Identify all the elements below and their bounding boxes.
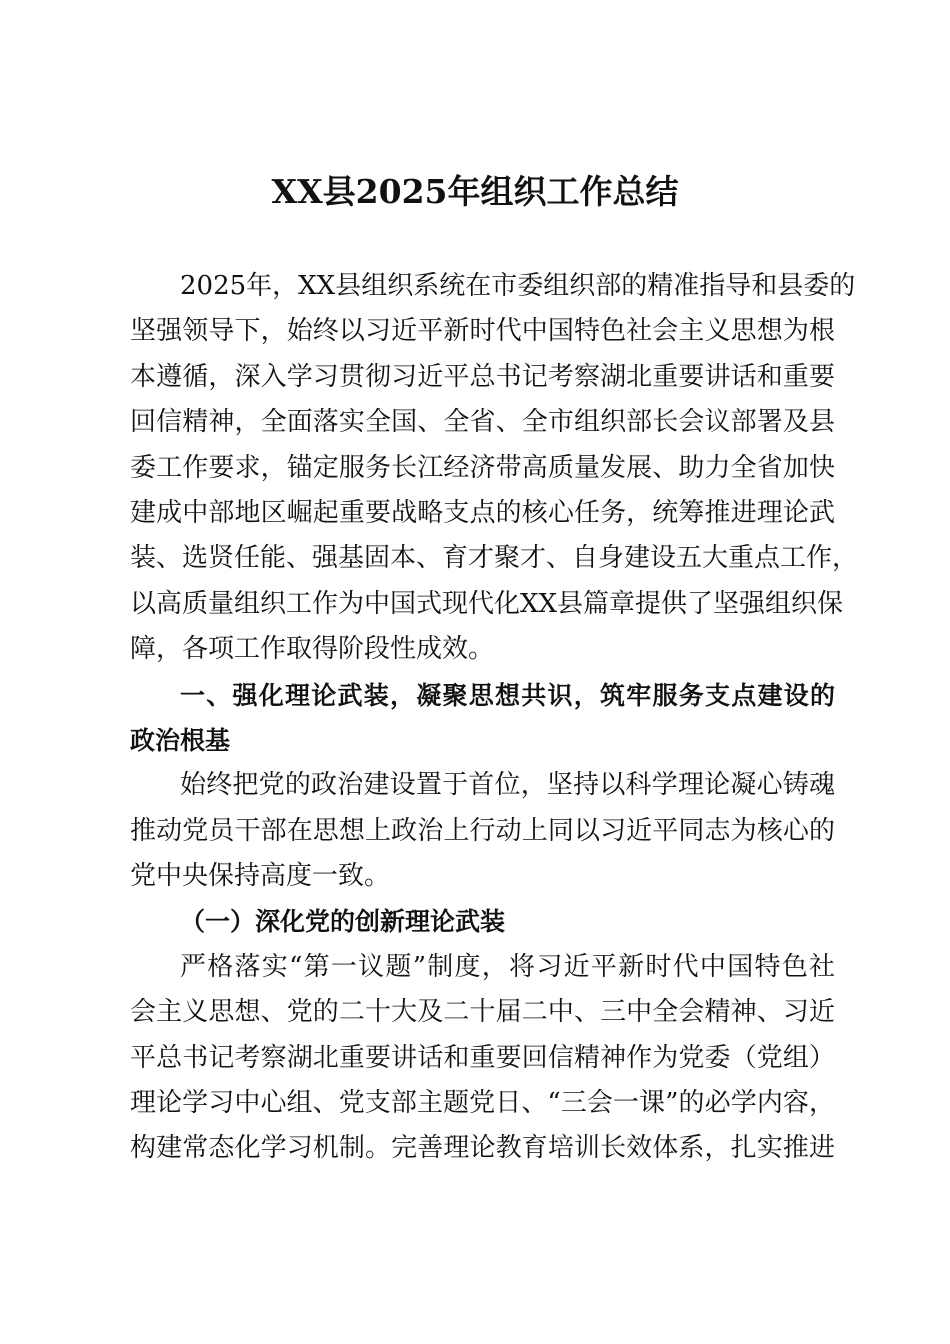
paragraph-line: 委工作要求，锚定服务长江经济带高质量发展、助力全省加快 bbox=[130, 452, 835, 483]
paragraph-line: 以高质量组织工作为中国式现代化XX县篇章提供了坚强组织保 bbox=[130, 588, 844, 619]
paragraph-line: 始终把党的政治建设置于首位，坚持以科学理论凝心铸魂 bbox=[180, 770, 835, 801]
document-body bbox=[130, 264, 859, 1172]
paragraph-line: 理论学习中心组、党支部主题党日、“三会一课”的必学内容， bbox=[130, 1088, 835, 1119]
paragraph-line: 坚强领导下，始终以习近平新时代中国特色社会主义思想为根 bbox=[130, 316, 835, 347]
paragraph-line: 会主义思想、党的二十大及二十届二中、三中全会精神、习近 bbox=[130, 997, 835, 1028]
paragraph-line: 回信精神，全面落实全国、全省、全市组织部长会议部署及县 bbox=[130, 407, 835, 438]
paragraph-line: 装、选贤任能、强基固本、育才聚才、自身建设五大重点工作， bbox=[130, 543, 859, 574]
paragraph-line: 障，各项工作取得阶段性成效。 bbox=[130, 634, 495, 665]
subsection-heading: （一）深化党的创新理论武装 bbox=[180, 907, 506, 937]
paragraph-line: 构建常态化学习机制。完善理论教育培训长效体系，扎实推进 bbox=[130, 1133, 835, 1164]
paragraph-line: 严格落实“第一议题”制度，将习近平新时代中国特色社 bbox=[180, 951, 835, 982]
paragraph-line: 平总书记考察湖北重要讲话和重要回信精神作为党委（党组） bbox=[130, 1042, 835, 1073]
paragraph-line: 党中央保持高度一致。 bbox=[130, 861, 391, 892]
document-title: XX县2025年组织工作总结 bbox=[271, 172, 679, 211]
section-heading: 一、强化理论武装，凝聚思想共识，筑牢服务支点建设的 bbox=[180, 680, 835, 710]
paragraph-line: 建成中部地区崛起重要战略支点的核心任务，统筹推进理论武 bbox=[130, 497, 835, 528]
paragraph-line: 本遵循，深入学习贯彻习近平总书记考察湖北重要讲话和重要 bbox=[130, 361, 835, 392]
paragraph-line: 推动党员干部在思想上政治上行动上同以习近平同志为核心的 bbox=[130, 815, 835, 846]
paragraph-line: 2025年，XX县组织系统在市委组织部的精准指导和县委的 bbox=[180, 271, 856, 301]
section-heading: 政治根基 bbox=[130, 725, 231, 755]
